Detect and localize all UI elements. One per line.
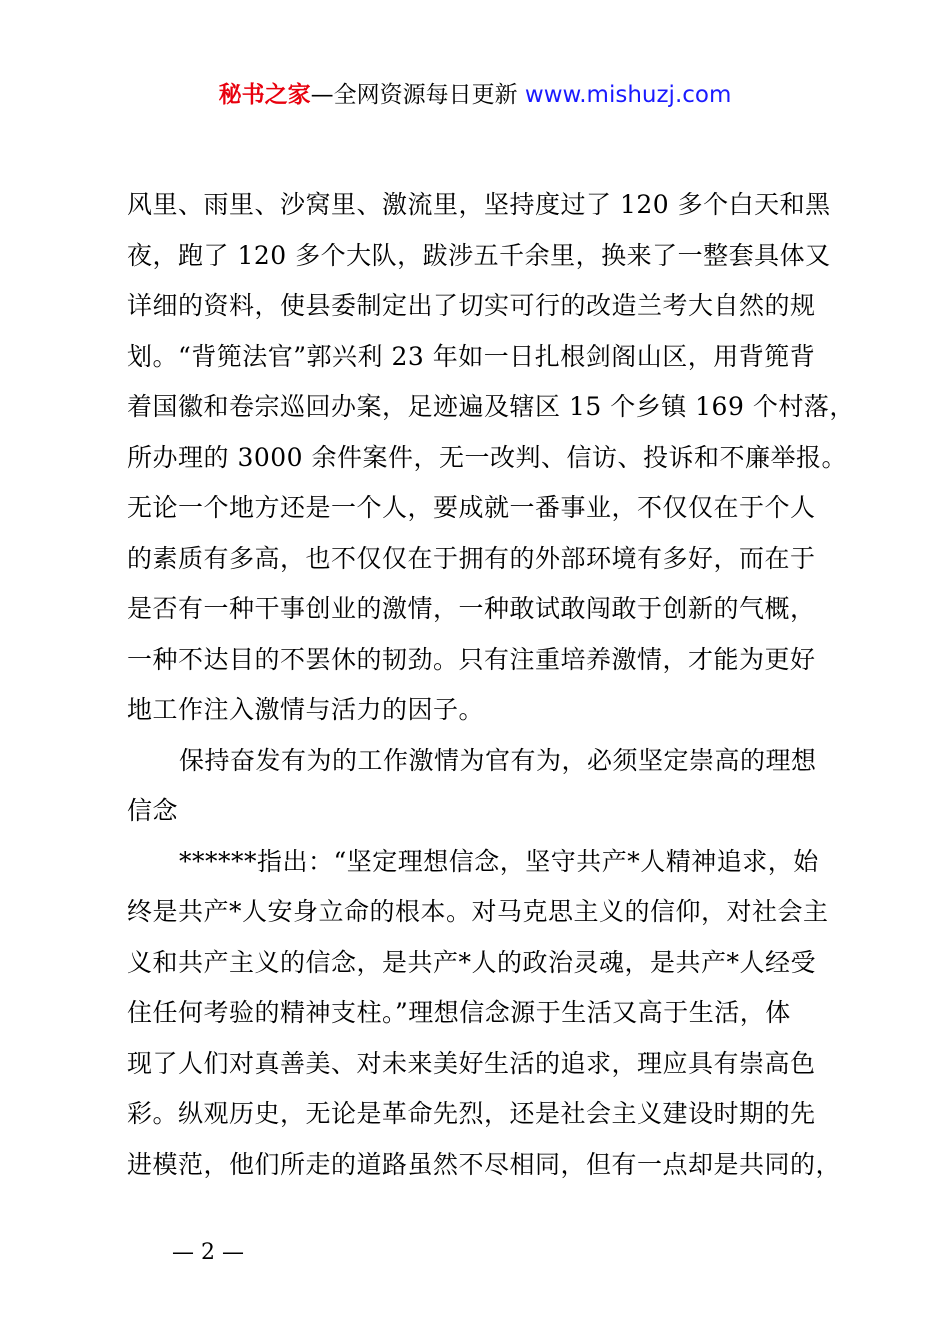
text-line: 一种不达目的不罢休的韧劲。只有注重培养激情，才能为更好 <box>127 644 816 674</box>
text-line: 风里、雨里、沙窝里、激流里，坚持度过了 120 多个白天和黑 <box>127 190 831 219</box>
text-line: 无论一个地方还是一个人，要成就一番事业，不仅仅在于个人 <box>127 493 816 522</box>
text-line: 着国徽和卷宗巡回办案，足迹遍及辖区 15 个乡镇 169 个村落， <box>127 392 855 421</box>
text-line: 地工作注入激情与活力的因子。 <box>127 695 485 724</box>
text-line: 详细的资料，使县委制定出了切实可行的改造兰考大自然的规 <box>127 291 816 320</box>
site-tagline: —全网资源每日更新 <box>310 82 518 108</box>
text-line: 的素质有多高，也不仅仅在于拥有的外部环境有多好，而在于 <box>127 543 816 573</box>
text-line: 划。“背篼法官”郭兴利 23 年如一日扎根剑阁山区，用背篼背 <box>127 341 816 371</box>
page-number: — 2 — <box>172 1240 244 1265</box>
text-line: 夜，跑了 120 多个大队，跋涉五千余里，换来了一整套具体又 <box>127 240 831 270</box>
text-line: ******指出：“坚定理想信念，坚守共产*人精神追求，始 <box>179 846 819 876</box>
text-line: 义和共产主义的信念，是共产*人的政治灵魂，是共产*人经受 <box>127 947 817 977</box>
document-body <box>127 180 855 1190</box>
text-line: 是否有一种干事创业的激情，一种敢试敢闯敢于创新的气概， <box>127 594 816 623</box>
text-line: 现了人们对真善美、对未来美好生活的追求，理应具有崇高色 <box>127 1048 816 1078</box>
site-brand: 秘书之家 <box>218 82 311 108</box>
site-url[interactable]: www.mishuzj.com <box>524 82 732 108</box>
page-header <box>0 78 950 112</box>
text-line: 进模范，他们所走的道路虽然不尽相同，但有一点却是共同的， <box>127 1149 842 1179</box>
text-line: 信念 <box>127 796 179 825</box>
text-line: 彩。纵观历史，无论是革命先烈，还是社会主义建设时期的先 <box>127 1099 816 1128</box>
text-line: 保持奋发有为的工作激情为官有为，必须坚定崇高的理想 <box>179 745 817 775</box>
text-line: 住任何考验的精神支柱。”理想信念源于生活又高于生活，体 <box>127 998 791 1027</box>
text-line: 所办理的 3000 余件案件，无一改判、信访、投诉和不廉举报。 <box>127 442 848 472</box>
text-line: 终是共产*人安身立命的根本。对马克思主义的信仰，对社会主 <box>127 897 829 926</box>
